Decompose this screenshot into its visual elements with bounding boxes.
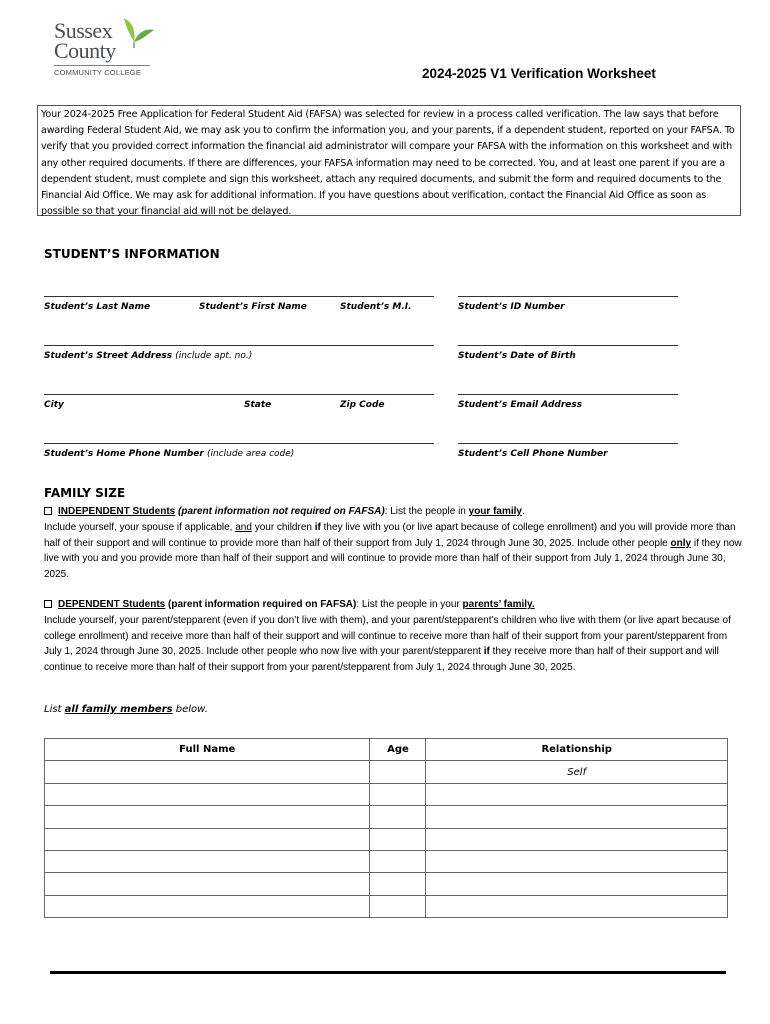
table-header-row <box>45 739 728 761</box>
age-cell[interactable] <box>370 761 426 783</box>
header-relationship: Relationship <box>426 739 728 761</box>
name-input-line[interactable] <box>44 296 434 297</box>
intro-box: Your 2024-2025 Free Application for Federal Student Aid (FAFSA) was selected for review in a process called verification. The law says that before awarding Federal Student Aid, we may ask you to confirm the information you, and your parents, if a dependent student, reported on your FAFSA. To verify that you provided correct information the financial aid administrator will compare your FAFSA with the information on this worksheet and with any other required documents. If there are differences, your FAFSA information may need to be corrected. You, and at least one parent if you are a dependent student, must complete and sign this worksheet, attach any required documents, and submit the form and required documents to the Financial Aid Office. We may ask for additional information. If you have questions about verification, contact the Financial Aid Office as soon as possible so that your financial aid will not be delayed. <box>37 105 741 216</box>
table-row <box>45 850 728 872</box>
table-row <box>45 783 728 805</box>
independent-instructions: Include yourself, your spouse if applicable, and your children if they live with you (or live apart because of college enrollment) and you will provide more than half of their support and will continue to provide more than half of their support from July 1, 2024 through June 30, 2025. Include other people only if they now live with you and you provide more than half of their support and will continue to provide more than half of their support from July 1, 2024 through June 30, 2025. <box>44 522 742 580</box>
city-label: City <box>44 400 64 410</box>
age-cell[interactable] <box>370 850 426 872</box>
cell-phone-input-line[interactable] <box>458 443 678 444</box>
dependent-checkbox[interactable] <box>44 600 52 608</box>
cell-phone-label: Student’s Cell Phone Number <box>458 449 608 459</box>
relationship-cell[interactable] <box>426 850 728 872</box>
age-cell[interactable] <box>370 806 426 828</box>
age-cell[interactable] <box>370 828 426 850</box>
state-label: State <box>244 400 272 410</box>
bottom-divider <box>50 971 726 974</box>
zip-label: Zip Code <box>340 400 385 410</box>
home-phone-label: Student’s Home Phone Number (include area code) <box>44 449 295 459</box>
page-title: 2024-2025 V1 Verification Worksheet <box>422 66 656 81</box>
last-name-label: Student’s Last Name <box>44 302 151 312</box>
full-name-cell[interactable] <box>45 783 370 805</box>
family-members-table <box>44 738 728 918</box>
city-state-zip-input-line[interactable] <box>44 394 434 395</box>
relationship-cell[interactable] <box>426 895 728 917</box>
email-input-line[interactable] <box>458 394 678 395</box>
mi-label: Student’s M.I. <box>340 302 412 312</box>
table-row <box>45 895 728 917</box>
list-instruction: List all family members below. <box>44 704 208 715</box>
id-number-label: Student’s ID Number <box>458 302 565 312</box>
dependent-instructions: Include yourself, your parent/stepparent (even if you don’t live with them), and your parent/stepparent’s children who live with them (or live apart because of college enrollment) and receive more than half of their support and will continue to receive more than half of their support from your parent/stepparent from July 1, 2024 through June 30, 2025. Include other people who now live with your parent/stepparent if they receive more than half of their support and will continue to receive more than half of their support from your parent/stepparent from July 1, 2024 through June 30, 2025. <box>44 615 731 673</box>
home-phone-input-line[interactable] <box>44 443 434 444</box>
table-row <box>45 806 728 828</box>
street-address-input-line[interactable] <box>44 345 434 346</box>
age-cell[interactable] <box>370 873 426 895</box>
age-cell[interactable] <box>370 895 426 917</box>
family-size-heading: FAMILY SIZE <box>44 486 126 500</box>
age-cell[interactable] <box>370 783 426 805</box>
logo-sussex: Sussex <box>54 18 113 43</box>
logo-county: County <box>54 38 116 63</box>
independent-option[interactable]: INDEPENDENT Students (parent information not required on FAFSA): List the people in your family. <box>44 504 744 520</box>
table-row <box>45 873 728 895</box>
full-name-cell[interactable] <box>45 850 370 872</box>
full-name-cell[interactable] <box>45 873 370 895</box>
logo-community-college: COMMUNITY COLLEGE <box>54 68 142 77</box>
relationship-cell[interactable]: Self <box>426 761 728 783</box>
full-name-cell[interactable] <box>45 761 370 783</box>
email-label: Student’s Email Address <box>458 400 583 410</box>
full-name-cell[interactable] <box>45 828 370 850</box>
relationship-cell[interactable] <box>426 806 728 828</box>
home-phone-note: (include area code) <box>206 449 295 459</box>
relationship-cell[interactable] <box>426 873 728 895</box>
college-logo <box>50 18 155 80</box>
street-address-note: (include apt. no.) <box>175 351 253 361</box>
dob-input-line[interactable] <box>458 345 678 346</box>
id-number-input-line[interactable] <box>458 296 678 297</box>
table-row <box>45 828 728 850</box>
leaf-icon <box>120 14 156 48</box>
dependent-option[interactable]: DEPENDENT Students (parent information required on FAFSA): List the people in your parents’ family. <box>44 597 744 613</box>
relationship-cell[interactable] <box>426 783 728 805</box>
student-info-heading: STUDENT’S INFORMATION <box>44 247 220 261</box>
relationship-cell[interactable] <box>426 828 728 850</box>
header-age: Age <box>370 739 426 761</box>
independent-checkbox[interactable] <box>44 507 52 515</box>
street-address-label: Student’s Street Address (include apt. no.) <box>44 351 253 361</box>
first-name-label: Student’s First Name <box>199 302 307 312</box>
header-full-name: Full Name <box>45 739 370 761</box>
dob-label: Student’s Date of Birth <box>458 351 576 361</box>
logo-rule <box>54 65 150 66</box>
table-row <box>45 761 728 783</box>
full-name-cell[interactable] <box>45 806 370 828</box>
full-name-cell[interactable] <box>45 895 370 917</box>
